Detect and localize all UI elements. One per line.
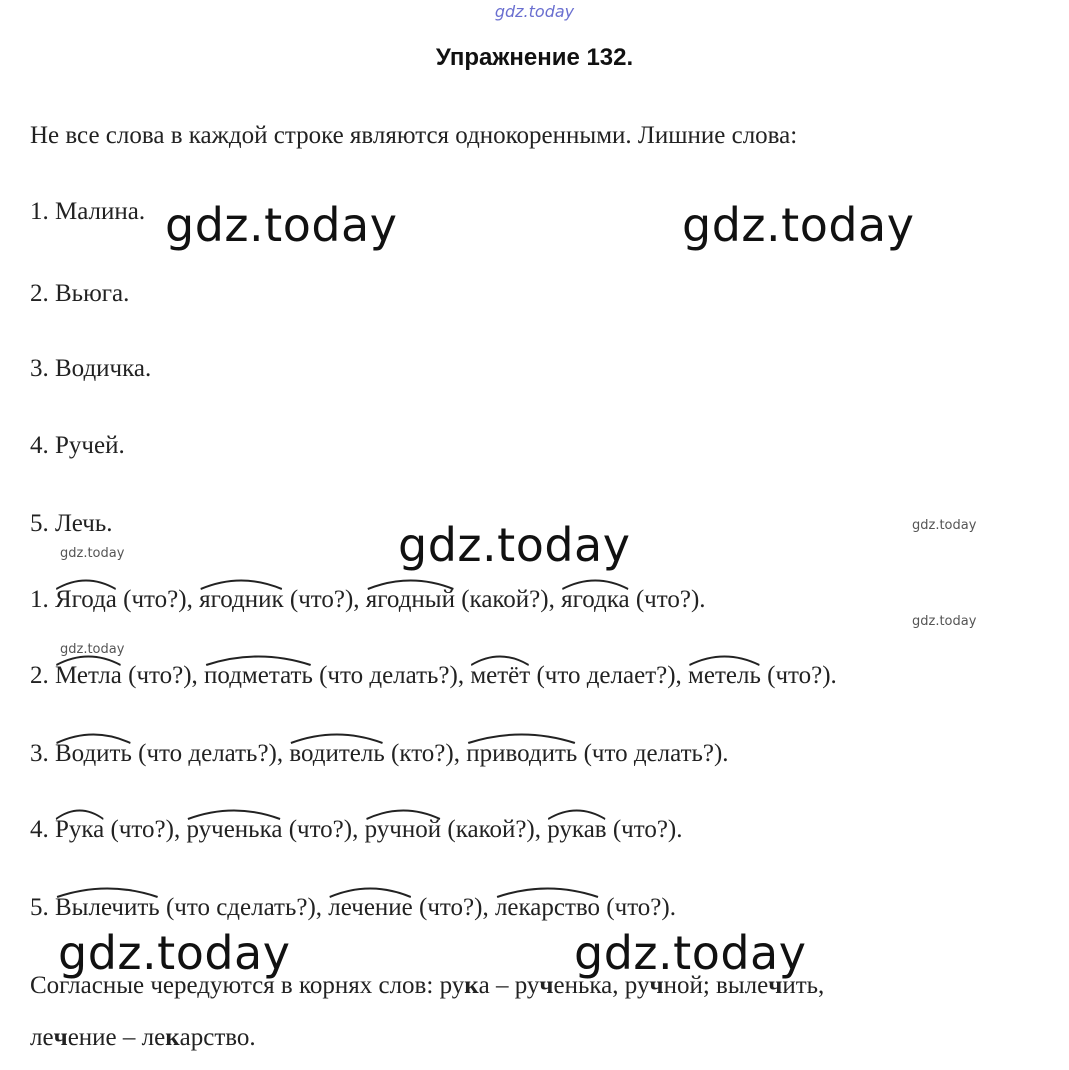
word-text: рукав (547, 816, 607, 843)
watermark: gdz.today (682, 198, 915, 252)
word-question: (что?), (121, 662, 205, 689)
cognate-word (495, 894, 600, 922)
cognate-word (328, 894, 412, 922)
conclusion-text: ной; выле (663, 972, 769, 999)
word-question: (какой?), (454, 586, 562, 613)
alternating-consonant: к (464, 972, 479, 999)
cognate-word (466, 740, 577, 768)
cognate-word (365, 816, 442, 844)
group-number: 5. (30, 894, 55, 921)
word-question: (что?), (283, 586, 366, 613)
cognate-word (204, 662, 313, 690)
cognate-group-3 (30, 740, 729, 768)
conclusion-line-2 (30, 1024, 256, 1052)
extra-word-4: 4. Ручей. (30, 432, 125, 459)
watermark-small: gdz.today (60, 642, 125, 657)
group-number: 1. (30, 586, 55, 613)
cognate-word (470, 662, 530, 690)
cognate-word (55, 894, 160, 922)
conclusion-text: ение – ле (67, 1024, 166, 1051)
alternating-consonant: к (165, 1024, 180, 1051)
word-text: лекарство (494, 894, 601, 921)
cognate-word (688, 662, 761, 690)
word-question: (что делает?), (530, 662, 689, 689)
intro-text: Не все слова в каждой строке являются однокоренными. Лишние слова: (30, 122, 798, 149)
watermark-small: gdz.today (912, 614, 977, 629)
cognate-word (199, 586, 284, 614)
word-question: (что сделать?), (159, 894, 329, 921)
conclusion-text: ить, (782, 972, 825, 999)
watermark: gdz.today (165, 198, 398, 252)
word-question: (что делать?), (312, 662, 471, 689)
conclusion-text: арство. (179, 1024, 256, 1051)
cognate-word (561, 586, 630, 614)
word-text: ягодка (561, 586, 630, 613)
word-question: (что?), (282, 816, 365, 843)
watermark-small: gdz.today (912, 518, 977, 533)
word-question: (что?), (104, 816, 187, 843)
word-text: метель (688, 662, 761, 689)
conclusion-text: ле (30, 1024, 54, 1051)
word-text: приводить (466, 740, 578, 767)
group-number: 2. (30, 662, 55, 689)
alternating-consonant: ч (539, 972, 554, 999)
word-question: (что?). (606, 816, 683, 843)
cognate-word (547, 816, 606, 844)
conclusion-text: ру (439, 972, 465, 999)
word-text: Ягода (55, 586, 117, 613)
word-question: (что?). (600, 894, 676, 921)
word-text: Метла (55, 662, 122, 689)
watermark-small: gdz.today (60, 546, 125, 561)
word-text: рученька (186, 816, 283, 843)
conclusion-lead: Согласные чередуются в корнях слов: (30, 972, 440, 999)
word-text: подметать (204, 662, 313, 689)
word-question: (что?). (629, 586, 706, 613)
extra-word-2: 2. Вьюга. (30, 280, 130, 307)
cognate-word (55, 586, 117, 614)
cognate-word (55, 740, 132, 768)
word-text: ягодник (199, 586, 284, 613)
alternating-consonant: ч (53, 1024, 68, 1051)
word-question: (что?), (116, 586, 200, 613)
word-text: водитель (289, 740, 385, 767)
cognate-group-1 (30, 586, 706, 614)
group-number: 4. (30, 816, 55, 843)
word-question: (что делать?), (131, 740, 290, 767)
cognate-word (289, 740, 384, 768)
extra-word-3: 3. Водичка. (30, 355, 152, 382)
word-question: (что?), (412, 894, 495, 921)
cognate-group-5 (30, 894, 676, 922)
conclusion-text: енька, ру (553, 972, 650, 999)
group-number: 3. (30, 740, 55, 767)
watermark: gdz.today (58, 926, 291, 980)
word-text: ягодный (365, 586, 455, 613)
conclusion-text: а – ру (478, 972, 540, 999)
cognate-word (186, 816, 282, 844)
word-text: Рука (55, 816, 105, 843)
alternating-consonant: ч (649, 972, 664, 999)
word-text: лечение (328, 894, 413, 921)
cognate-word (55, 662, 122, 690)
watermark: gdz.today (574, 926, 807, 980)
exercise-title: Упражнение 132. (435, 44, 634, 71)
word-text: метёт (470, 662, 531, 689)
watermark-top: gdz.today (494, 2, 575, 21)
cognate-group-2 (30, 662, 837, 690)
word-question: (кто?), (384, 740, 467, 767)
extra-word-5: 5. Лечь. (30, 510, 113, 537)
word-question: (что делать?). (577, 740, 729, 767)
cognate-word (366, 586, 455, 614)
cognate-group-4 (30, 816, 683, 844)
extra-word-1: 1. Малина. (30, 198, 146, 225)
watermark: gdz.today (398, 518, 631, 572)
word-question: (какой?), (441, 816, 548, 843)
word-text: Водить (55, 740, 132, 767)
cognate-word (55, 816, 104, 844)
word-text: Вылечить (55, 894, 160, 921)
word-question: (что?). (760, 662, 837, 689)
word-text: ручной (364, 816, 442, 843)
alternating-consonant: ч (768, 972, 783, 999)
